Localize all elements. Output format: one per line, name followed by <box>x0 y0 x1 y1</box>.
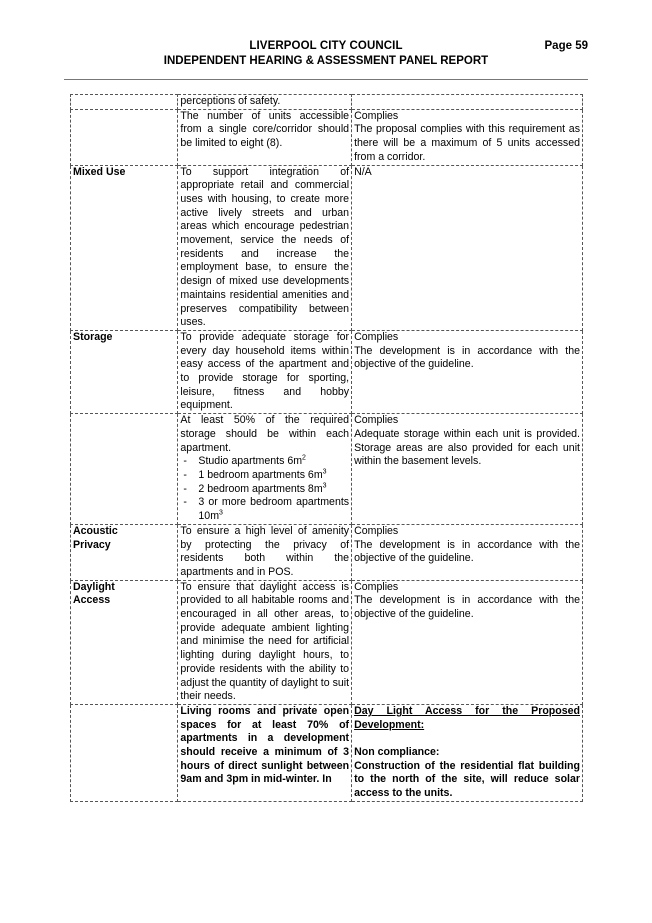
row-heading <box>71 95 178 110</box>
table-row <box>71 524 583 580</box>
table-row <box>71 109 583 165</box>
row-control: To ensure that daylight access is provided to all habitable rooms and encouraged in all other areas, to provide adequate ambient lighting and minimise the need for artificial lighting during daylight hours, to provide residents with the ability to adjust the quantity of daylight to suit their needs. <box>178 580 352 704</box>
report-title: INDEPENDENT HEARING & ASSESSMENT PANEL REPORT <box>163 55 489 67</box>
row-comment <box>352 330 583 413</box>
comment-status: Complies <box>354 580 399 593</box>
row-comment <box>352 704 583 801</box>
table-row <box>71 414 583 525</box>
row-control: To ensure a high level of amenity by protecting the privacy of residents both within the apartments and in POS. <box>178 524 352 580</box>
comment-status: Non compliance: <box>354 746 440 759</box>
row-comment: N/A <box>352 165 583 330</box>
comment-text: The proposal complies with this requirement as there will be a maximum of 5 units accessed from a corridor. <box>354 123 580 163</box>
table-row <box>71 580 583 704</box>
row-control: To support integration of appropriate retail and commercial uses with housing, to create more active lively streets and urban areas which encourage pedestrian movement, service the needs of residents and increase the employment base, to ensure the design of mixed use developments maintains residential amenities and preserves compatibility between uses. <box>178 165 352 330</box>
row-comment <box>352 524 583 580</box>
comment-status: Complies <box>354 109 399 122</box>
council-name: LIVERPOOL CITY COUNCIL <box>249 40 403 52</box>
header-divider <box>64 79 588 80</box>
page-number: Page 59 <box>544 40 588 52</box>
comment-text: The development is in accordance with the objective of the guideline. <box>354 594 580 621</box>
comment-text: The development is in accordance with the objective of the guideline. <box>354 344 580 371</box>
row-comment <box>352 95 583 110</box>
row-heading <box>71 704 178 801</box>
row-heading: Storage <box>71 330 178 413</box>
row-comment <box>352 414 583 525</box>
comment-title: Day Light Access for the Proposed Development: <box>354 704 580 731</box>
row-heading <box>71 109 178 165</box>
table-row <box>71 95 583 110</box>
row-heading: Daylight Access <box>71 580 178 704</box>
row-heading: Mixed Use <box>71 165 178 330</box>
comment-text: The development is in accordance with the objective of the guideline. <box>354 538 580 565</box>
table-row <box>71 330 583 413</box>
row-control <box>178 414 352 525</box>
comment-status: Complies <box>354 524 399 537</box>
list-item: - 1 bedroom apartments $6m^3$ <box>180 469 349 483</box>
row-control: Living rooms and private open spaces for at least 70% of apartments in a development should receive a minimum of 3 hours of direct sunlight between 9am and 3pm in mid-winter. In <box>178 704 352 801</box>
table-row <box>71 165 583 330</box>
row-heading: Acoustic Privacy <box>71 524 178 580</box>
list-item: - 2 bedroom apartments $8m^3$ <box>180 483 349 497</box>
storage-list <box>180 455 349 524</box>
comment-text: Adequate storage within each unit is provided. Storage areas are also provided for each unit within the basement levels. <box>354 427 580 468</box>
table-row <box>71 704 583 801</box>
comment-status: Complies <box>354 414 399 427</box>
page-header <box>64 40 588 80</box>
list-item: - 3 or more bedroom apartments $10m^3$ <box>180 496 349 523</box>
comment-text: Construction of the residential flat building to the north of the site, will reduce solar access to the units. <box>354 759 580 800</box>
comment-status: Complies <box>354 330 399 343</box>
row-control: The number of units accessible from a single core/corridor should be limited to eight (8). <box>178 109 352 165</box>
list-item: - Studio apartments $6m^2$ <box>180 455 349 469</box>
row-comment <box>352 580 583 704</box>
control-text: At least 50% of the required storage should be within each apartment. <box>180 414 350 454</box>
row-control: perceptions of safety. <box>178 95 352 110</box>
row-control: To provide adequate storage for every day household items within easy access of the apartment and to provide storage for sporting, leisure, fitness and hobby equipment. <box>178 330 352 413</box>
row-heading <box>71 414 178 525</box>
assessment-table <box>70 94 583 802</box>
row-comment <box>352 109 583 165</box>
